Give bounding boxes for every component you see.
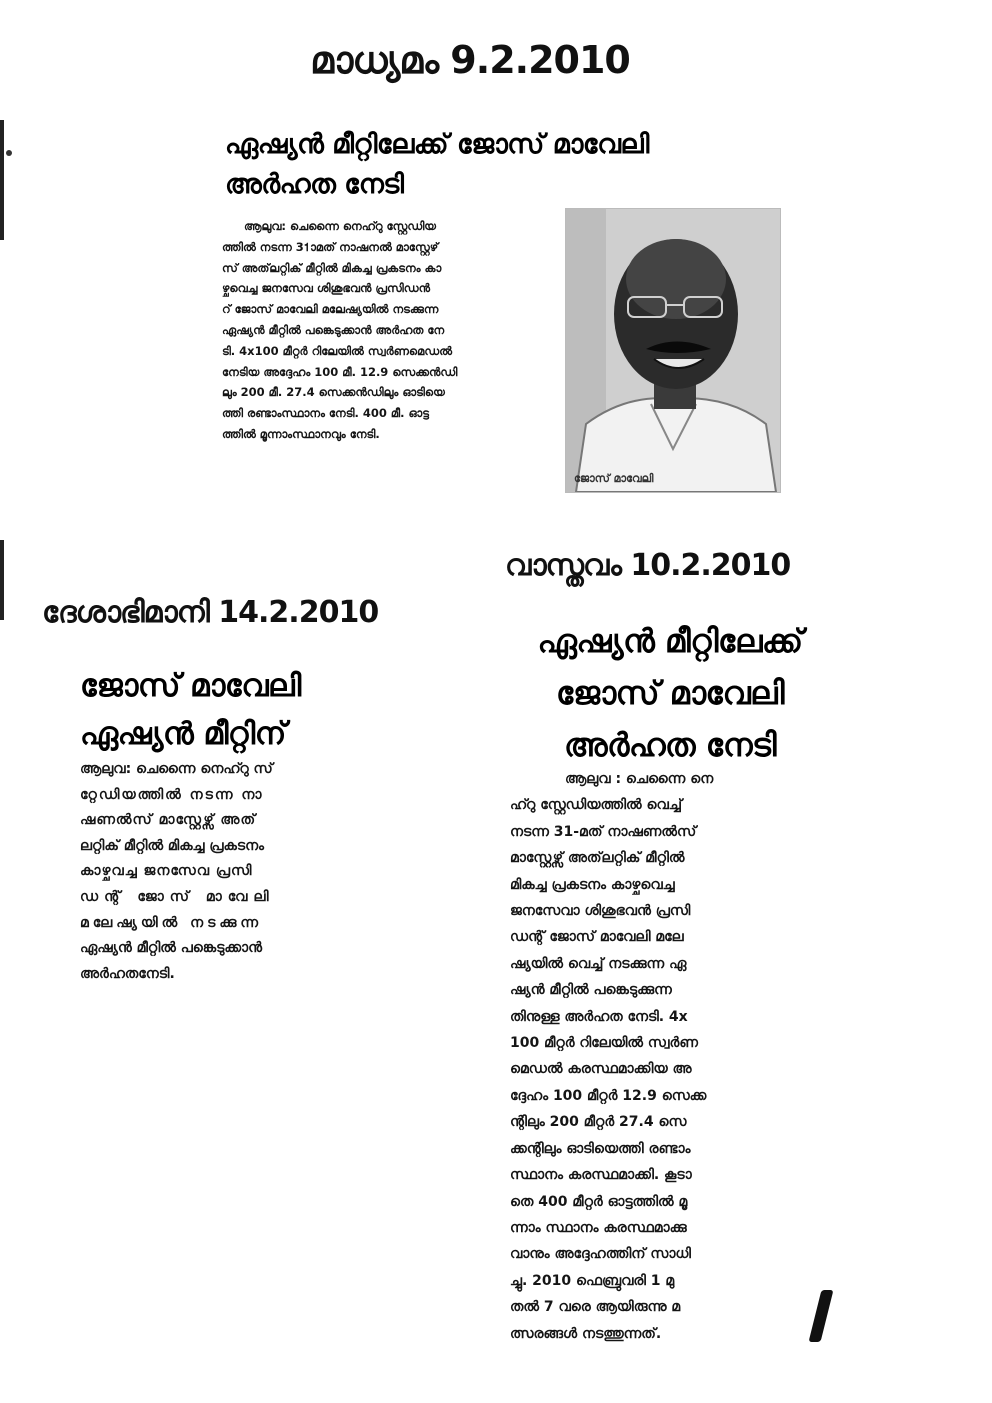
clip1-body-line: റ് ജോസ് മാവേലി മലേഷ്യയിൽ നടക്കുന്ന: [222, 302, 439, 317]
clip3-headline-line: ഏഷ്യൻ മീറ്റിലേക്ക്: [537, 622, 803, 660]
clip3-body-line: ദ്ദേഹം 100 മീറ്റർ 12.9 സെക്ക: [510, 1087, 707, 1104]
clip3-source-label: വാസ്തവം 10.2.2010: [505, 548, 791, 583]
clip1-body-line: ത്തിൽ മൂന്നാംസ്ഥാനവും നേടി.: [222, 426, 380, 441]
clip3-body-line: സ്ഥാനം കരസ്ഥമാക്കി. കൂടാ: [510, 1167, 692, 1184]
clip1-body-line: ത്തി രണ്ടാംസ്ഥാനം നേടി. 400 മീ. ഓട്ട: [222, 406, 430, 421]
clip3-body-line: ന്റിലും 200 മീറ്റർ 27.4 സെ: [510, 1114, 687, 1131]
clip1-body-line: ത്തിൽ നടന്ന 31ാമത് നാഷനൽ മാസ്റ്റേഴ്: [222, 239, 439, 254]
clip1-source-label: മാധ്യമം 9.2.2010: [310, 38, 630, 82]
clip3-body-line: മികച്ച പ്രകടനം കാഴ്ചവെച്ച: [510, 876, 675, 893]
clip3-headline-line: ജോസ് മാവേലി: [555, 674, 785, 712]
clip2-headline-line: ജോസ് മാവേലി: [80, 668, 301, 704]
clip3-body-line: ഡന്റ് ജോസ് മാവേലി മലേ: [510, 929, 684, 946]
clip1-body-line: ടി. 4x100 മീറ്റർ റിലേയിൽ സ്വർണമെഡൽ: [222, 343, 453, 358]
clip3-body-line: നടന്ന 31-മത് നാഷണൽസ്: [510, 823, 697, 840]
clip1-body-line: ലും 200 മീ. 27.4 സെക്കൻഡിലും ഓടിയെ: [222, 385, 445, 400]
clip2-body-line: ഏഷ്യൻ മീറ്റിൽ പങ്കെടുക്കാൻ: [80, 940, 263, 957]
clip1-body-line: ആലുവ: ചെന്നൈ നെഹ്റു സ്റ്റേഡിയ: [244, 219, 437, 233]
clip3-body-line: 100 മീറ്റർ റിലേയിൽ സ്വർണ: [510, 1035, 698, 1052]
clip3-body-line: ഹ്റു സ്റ്റേഡിയത്തിൽ വെച്ച്: [510, 797, 682, 814]
clip3-body-line: തിനുള്ള അർഹത നേടി. 4x: [510, 1008, 688, 1025]
clip3-body-line: തൽ 7 വരെ ആയിരുന്നു മ: [510, 1299, 681, 1316]
clip3-headline-line: അർഹത നേടി: [563, 726, 777, 764]
clip3-body-line: ആലുവ : ചെന്നൈ നെ: [565, 771, 714, 787]
clip3-body-line: ജനസേവാ ശിശുഭവൻ പ്രസി: [510, 903, 691, 920]
clip3-body-line: വാനും അദ്ദേഹത്തിന് സാധി: [510, 1246, 691, 1263]
clip1-body-line: സ് അത്‌ലറ്റിക് മീറ്റിൽ മികച്ച പ്രകടനം കാ: [222, 260, 442, 275]
clip3-body-line: ഷ്യൻ മീറ്റിൽ പങ്കെടുക്കുന്ന: [510, 982, 672, 999]
scan-edge-mark: [0, 540, 4, 620]
clip2-body-line: ഷണൽസ് മാസ്റ്റേഴ്സ് അത്: [80, 812, 257, 829]
photo-caption: ജോസ് മാവേലി: [574, 472, 654, 485]
clip2-body-line: കാഴ്ചവച്ച ജനസേവ പ്രസി: [80, 863, 253, 880]
scan-dot: [6, 150, 12, 156]
clip2-body-line: ലറ്റിക് മീറ്റിൽ മികച്ച പ്രകടനം: [80, 837, 264, 854]
clip1-body-line: ഏഷ്യൻ മീറ്റിൽ പങ്കെടുക്കാൻ അർഹത നേ: [222, 322, 445, 337]
clip3-body-line: ത്സരങ്ങൾ നടത്തുന്നത്.: [510, 1325, 662, 1342]
clip3-body-line: മെഡൽ കരസ്ഥമാക്കിയ അ: [510, 1061, 692, 1078]
clip1-headline-line: ഏഷ്യൻ മീറ്റിലേക്ക് ജോസ് മാവേലി: [225, 129, 649, 160]
clip1-headline-line: അർഹത നേടി: [225, 169, 404, 200]
portrait-illustration: [566, 209, 780, 492]
clip1-article-body: [222, 216, 560, 445]
scan-edge-mark: [0, 120, 4, 240]
clip1-body-line: നേടിയ അദ്ദേഹം 100 മീ. 12.9 സെക്കൻഡി: [222, 364, 458, 379]
clip3-body-line: ക്കന്റിലും ഓടിയെത്തി രണ്ടാം: [510, 1140, 691, 1157]
clip2-source-label: ദേശാഭിമാനി 14.2.2010: [42, 595, 379, 630]
clip1-body-line: ഴ്ചവെച്ച ജനസേവ ശിശുഭവൻ പ്രസിഡൻ: [222, 281, 431, 296]
clip2-headline: [80, 662, 380, 758]
clip3-body-line: ന്നാം സ്ഥാനം കരസ്ഥമാക്കു: [510, 1219, 687, 1236]
clip2-body-line: ഡന്റ് ജോസ് മാവേലി: [80, 888, 275, 905]
clip2-body-line: അർഹതനേടി.: [80, 965, 175, 982]
clip2-headline-line: ഏഷ്യൻ മീറ്റിന്: [80, 716, 286, 752]
portrait-photo-icon: [565, 208, 781, 493]
clip3-body-line: മാസ്റ്റേഴ്സ് അത്‌ലറ്റിക് മീറ്റിൽ: [510, 850, 685, 867]
clip2-body-line: റ്റേഡിയത്തിൽ നടന്ന നാ: [80, 786, 264, 803]
clip3-headline: [490, 615, 850, 771]
clip3-body-line: ച്ചു. 2010 ഫെബ്രുവരി 1 മു: [510, 1272, 675, 1289]
clip2-body-line: ആലുവ: ചെന്നൈ നെഹ്റു സ്: [80, 761, 273, 777]
clip3-body-line: തെ 400 മീറ്റർ ഓട്ടത്തിൽ മൂ: [510, 1193, 688, 1210]
clip3-body-line: ഷ്യയിൽ വെച്ച് നടക്കുന്ന ഏ: [510, 955, 687, 972]
clip2-article-body: [80, 757, 400, 987]
clip2-body-line: മലേഷ്യയിൽ നടക്കുന്ന: [80, 914, 263, 931]
clip3-article-body: [510, 766, 840, 1347]
clip1-headline: [225, 125, 745, 205]
